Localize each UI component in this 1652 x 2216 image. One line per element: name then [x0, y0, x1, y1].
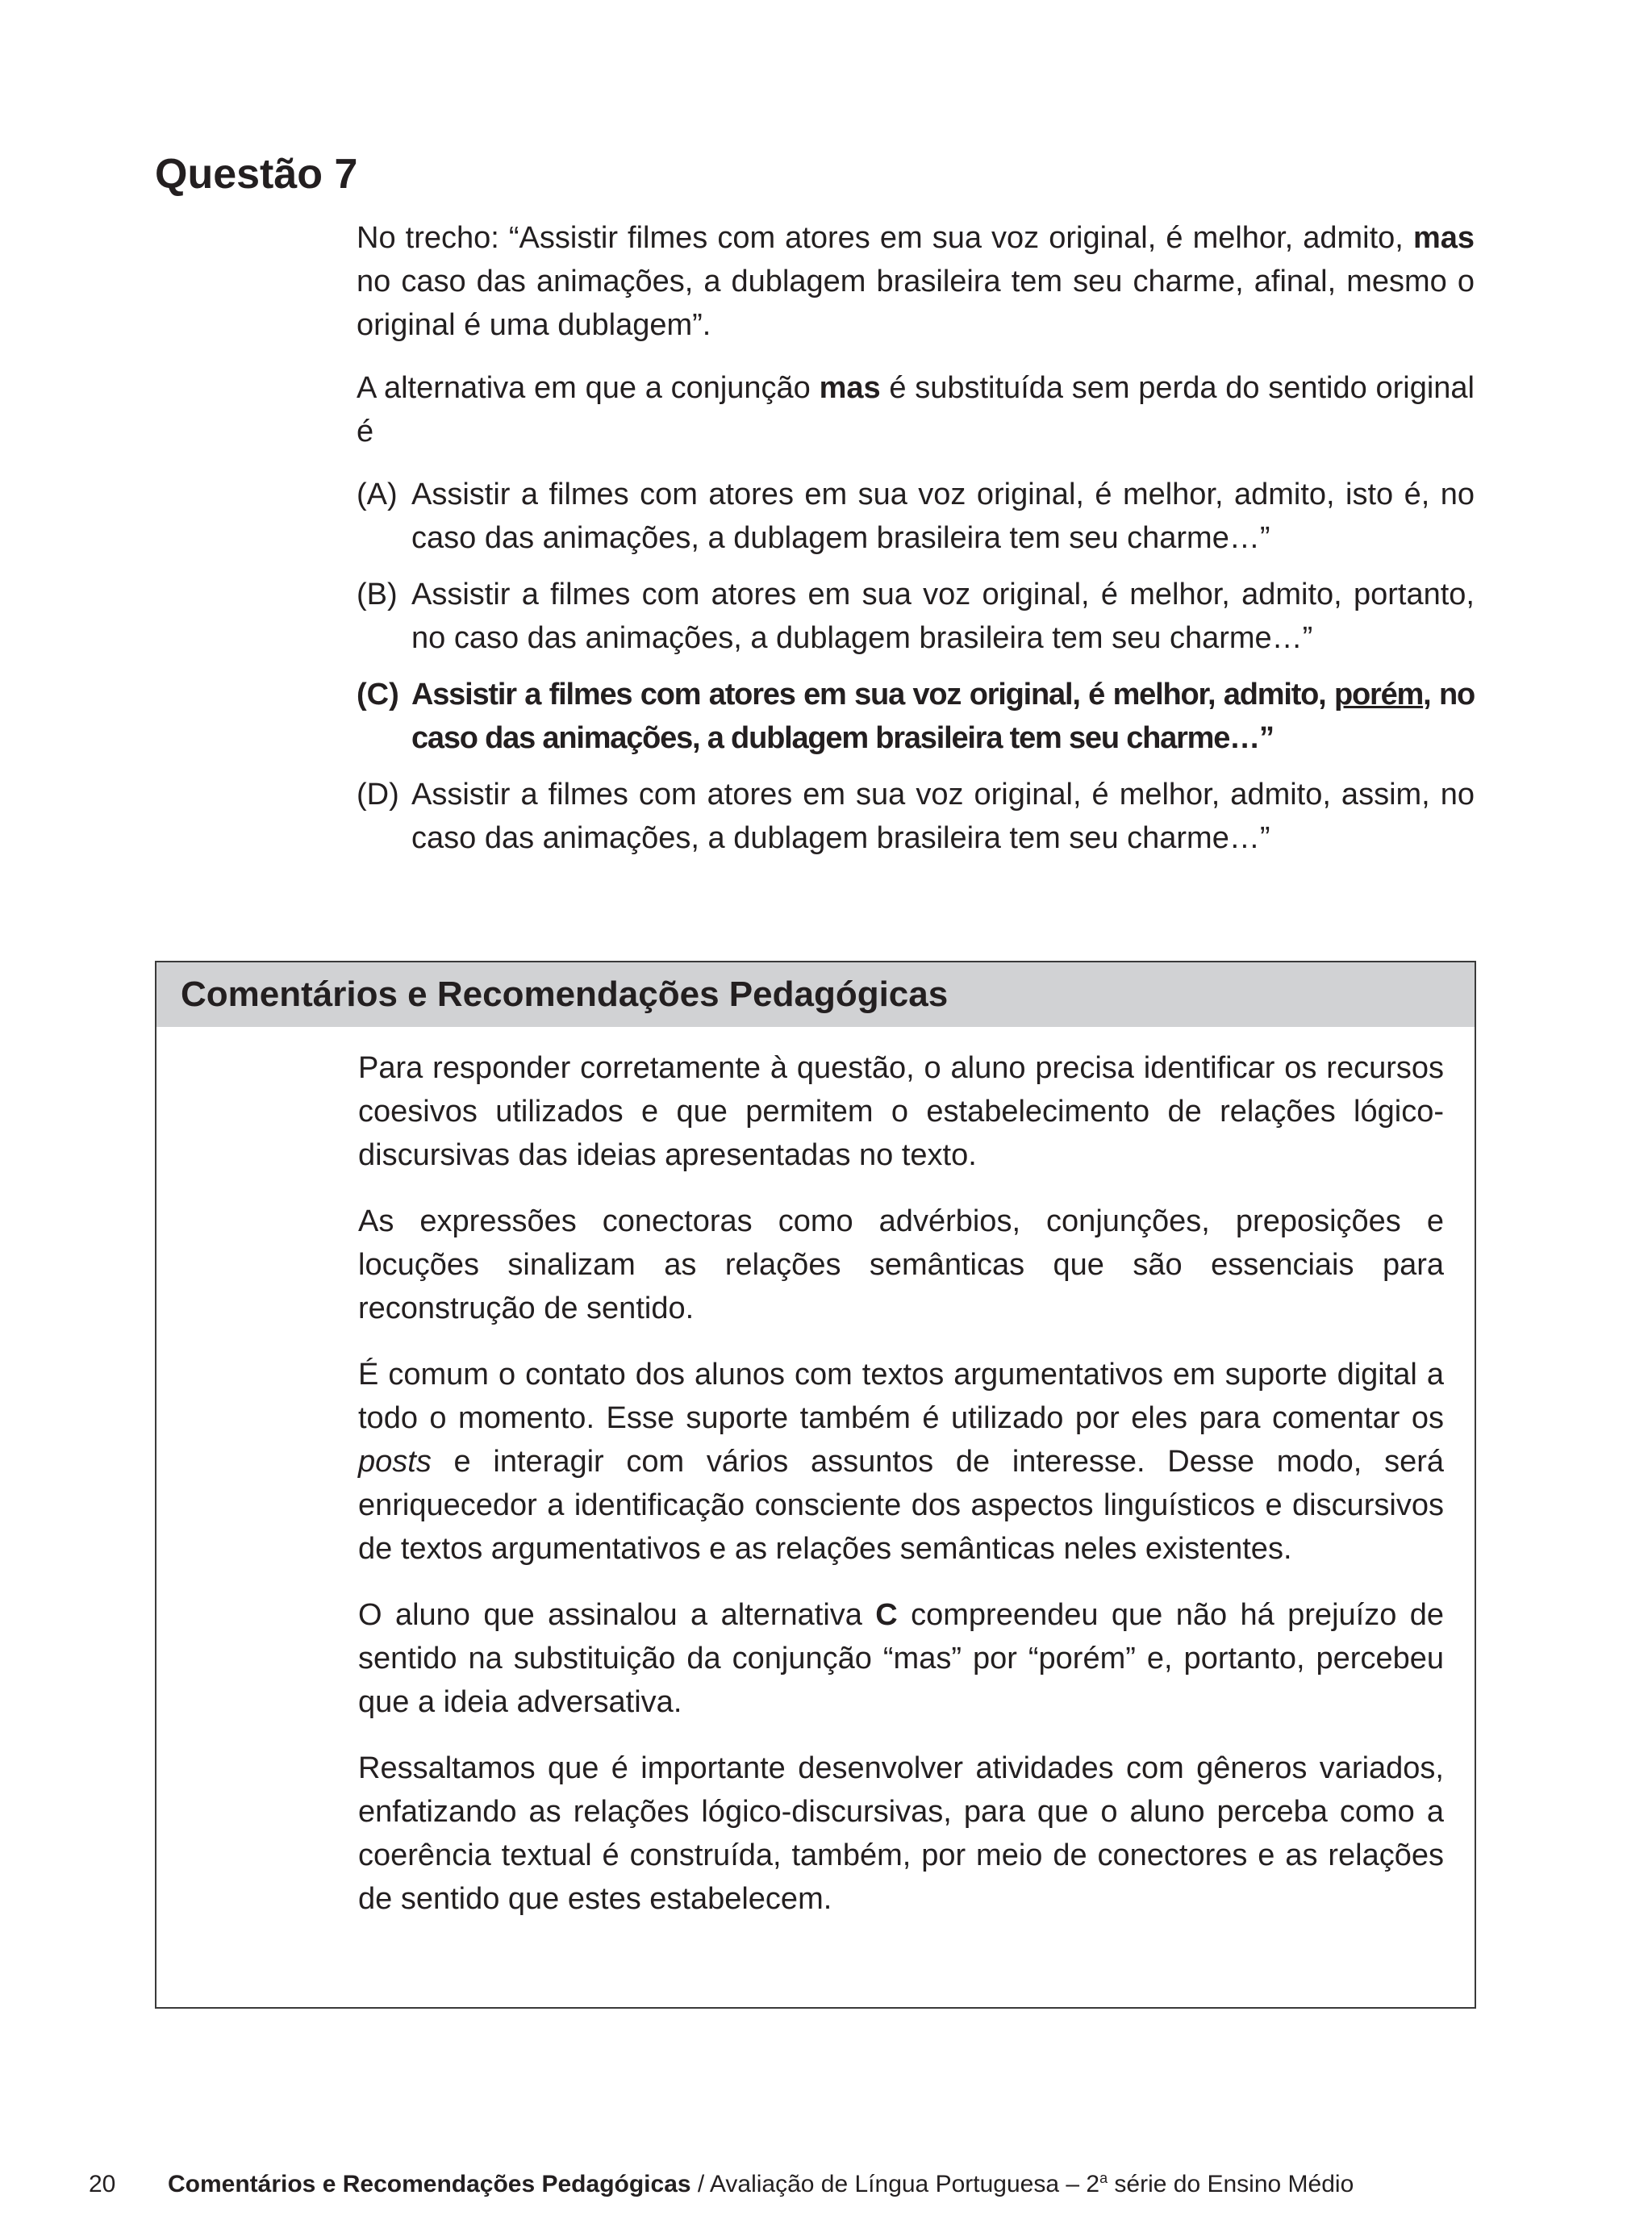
alternative-d — [357, 773, 1475, 860]
alternative-text: Assistir a filmes com atores em sua voz original, é melhor, admito, portanto, no caso das animações, a dublagem brasileira tem seu charme…” — [411, 578, 1475, 655]
comments-header: Comentários e Recomendações Pedagógicas — [156, 962, 1475, 1027]
alternative-text: Assistir a filmes com atores em sua voz original, é melhor, admito, assim, no caso das animações, a dublagem brasileira tem seu charme…” — [411, 778, 1475, 855]
p3-text: É comum o contato dos alunos com textos argumentativos em suporte digital a todo o momento. Esse suporte também é utilizado por eles para comentar os — [358, 1358, 1444, 1435]
page-footer — [89, 2170, 1354, 2198]
stem-text: No trecho: “Assistir filmes com atores em sua voz original, é melhor, admito, — [357, 221, 1413, 255]
alternative-text-end: , no caso das animações, a dublagem brasileira tem seu charme…” — [411, 678, 1475, 755]
alternative-letter: (A) — [357, 478, 398, 511]
footer-superscript: a — [1099, 2170, 1108, 2186]
question-stem — [357, 216, 1475, 347]
alternative-letter: (C) — [357, 678, 399, 712]
comments-body — [358, 1046, 1444, 1943]
page-number: 20 — [89, 2171, 116, 2197]
p3-italic-word: posts — [358, 1445, 432, 1479]
p4-text-end: compreendeu que não há prejuízo de sentido na substituição da conjunção “mas” por “porém” e, portanto, percebeu que a ideia adversativa. — [358, 1598, 1444, 1719]
alternative-letter: (D) — [357, 778, 399, 812]
page-title: Questão 7 — [155, 151, 358, 198]
footer-subtitle-end: série do Ensino Médio — [1108, 2171, 1354, 2197]
comment-paragraph-3 — [358, 1353, 1444, 1571]
question-block — [357, 216, 1475, 873]
alternative-c-correct — [357, 673, 1475, 760]
alternative-a — [357, 473, 1475, 560]
stem-bold-word: mas — [1412, 221, 1475, 255]
p4-bold-letter: C — [875, 1598, 898, 1632]
prompt-bold-word: mas — [819, 371, 881, 405]
alternative-text: Assistir a filmes com atores em sua voz original, é melhor, admito, isto é, no caso das animações, a dublagem brasileira tem seu charme…” — [411, 478, 1475, 555]
comments-box — [155, 961, 1476, 2009]
comment-paragraph-5: Ressaltamos que é importante desenvolver atividades com gêneros variados, enfatizando as relações lógico-discursivas, para que o aluno perceba como a coerência textual é construída, também, por meio de conectores e as relações de sentido que estes estabelecem. — [358, 1751, 1444, 1916]
prompt-text: A alternativa em que a conjunção — [357, 371, 820, 405]
p3-text-end: e interagir com vários assuntos de interesse. Desse modo, será enriquecedor a identificação consciente dos aspectos linguísticos e discursivos de textos argumentativos e as relações semânticas neles existentes. — [358, 1445, 1444, 1566]
alternative-text — [411, 673, 1475, 760]
comment-paragraph-1: Para responder corretamente à questão, o aluno precisa identificar os recursos coesivos utilizados e que permitem o estabelecimento de relações lógico-discursivas das ideias apresentadas no texto. — [358, 1051, 1444, 1172]
footer-subtitle: / Avaliação de Língua Portuguesa – 2 — [690, 2171, 1100, 2197]
stem-text-end: no caso das animações, a dublagem brasileira tem seu charme, afinal, mesmo o original é uma dublagem”. — [357, 265, 1475, 342]
alternative-text-start: Assistir a filmes com atores em sua voz original, é melhor, admito, — [411, 678, 1334, 712]
comment-paragraph-2: As expressões conectoras como advérbios, conjunções, preposições e locuções sinalizam as relações semânticas que são essenciais para reconstrução de sentido. — [358, 1204, 1444, 1325]
p4-text: O aluno que assinalou a alternativa — [358, 1598, 876, 1632]
footer-title: Comentários e Recomendações Pedagógicas — [168, 2171, 691, 2197]
question-prompt — [357, 366, 1475, 453]
prompt-text-end: é substituída sem perda do sentido original é — [357, 371, 1475, 449]
alternative-b — [357, 573, 1475, 660]
underlined-conjunction: porém — [1334, 678, 1424, 712]
comment-paragraph-4 — [358, 1593, 1444, 1724]
alternative-letter: (B) — [357, 578, 398, 611]
